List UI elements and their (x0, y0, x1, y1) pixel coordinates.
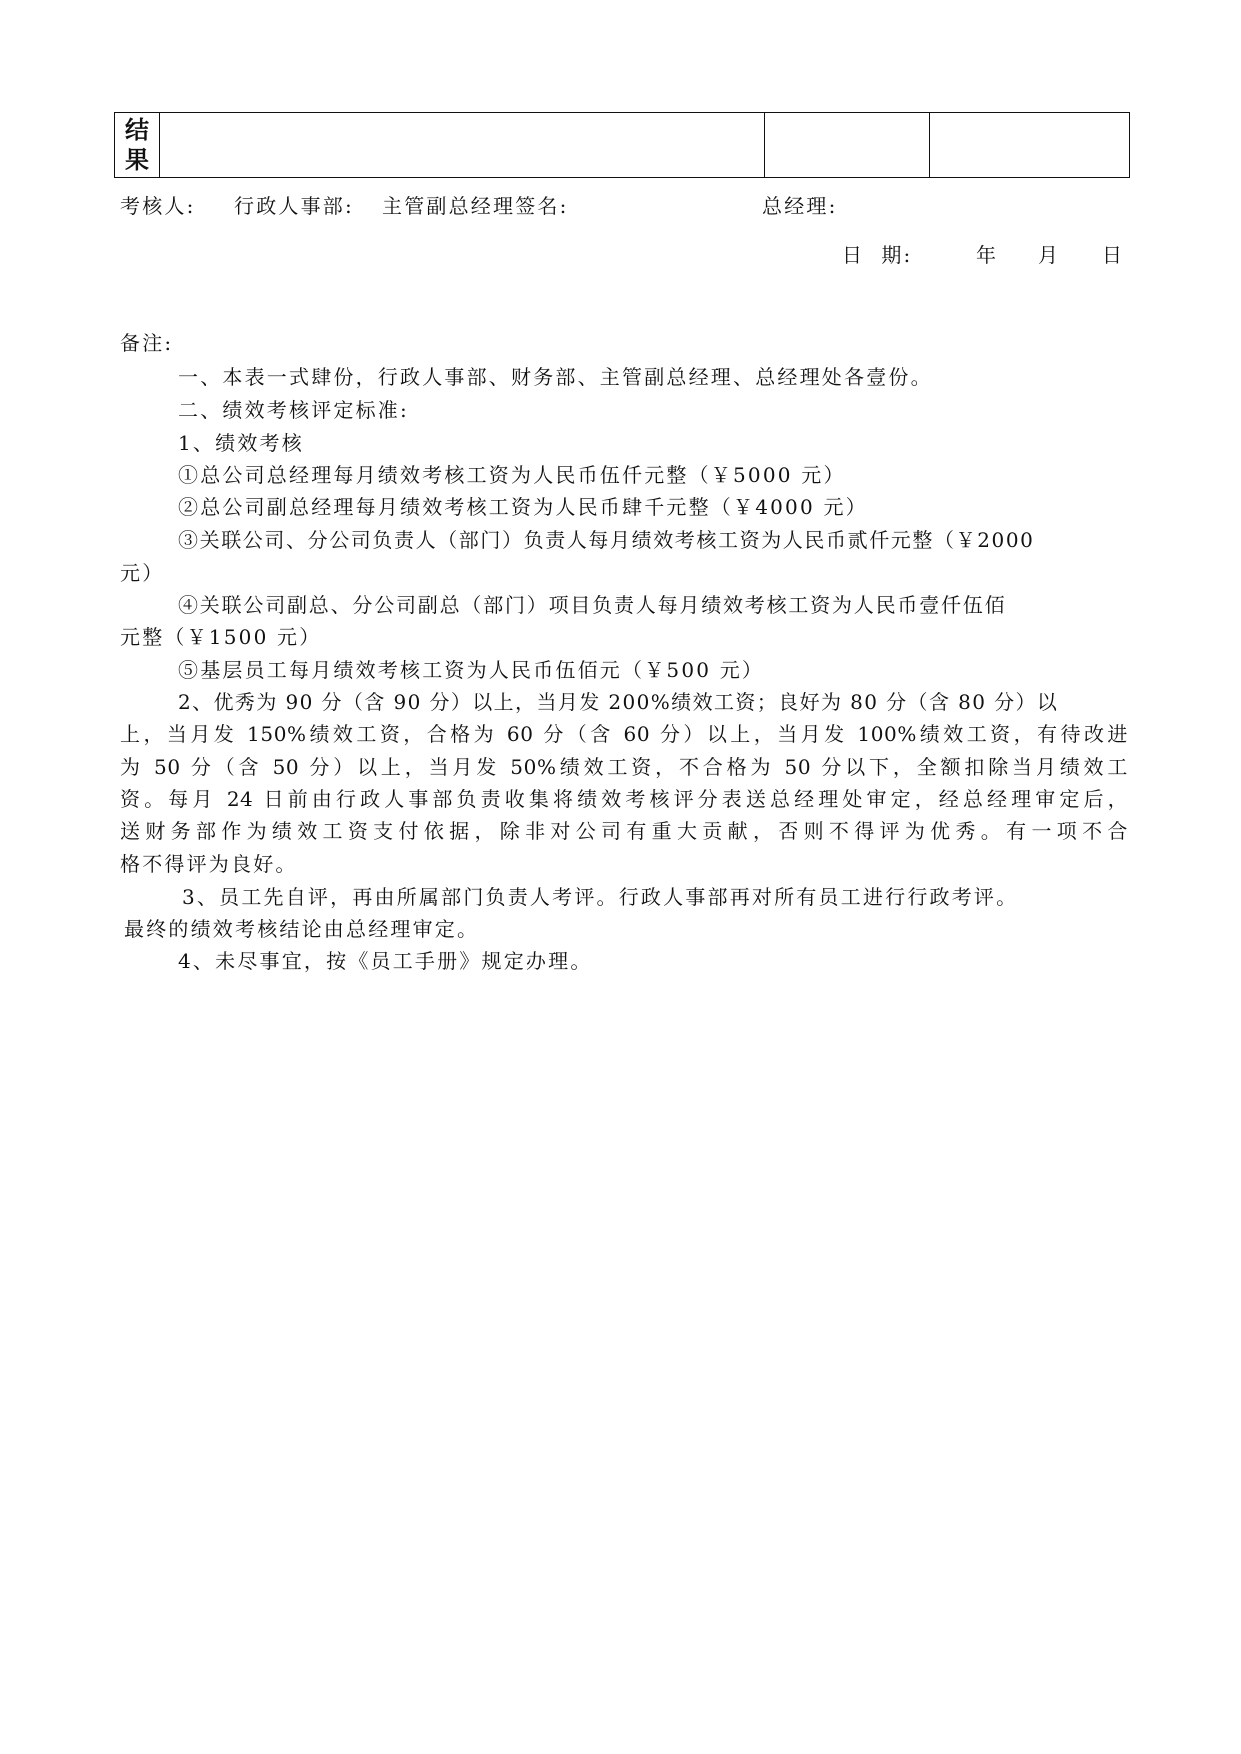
result-content-cell (160, 113, 765, 178)
note-line: 元） (120, 561, 165, 585)
assessor-label: 考核人: (120, 194, 196, 218)
note-line: 最终的绩效考核结论由总经理审定。 (124, 917, 480, 941)
result-table (114, 112, 1130, 178)
date-month: 月 (1038, 243, 1061, 267)
hr-dept-label: 行政人事部: (234, 194, 354, 218)
result-remark-cell (930, 113, 1130, 178)
note-line: 资。每月 24 日前由行政人事部负责收集将绩效考核评分表送总经理处审定，经总经理审定后， (120, 787, 1128, 811)
note-line: 元整（￥1500 元） (120, 625, 322, 649)
note-line: 3、员工先自评，再由所属部门负责人考评。行政人事部再对所有员工进行行政考评。 (182, 885, 1019, 909)
note-line: ④关联公司副总、分公司副总（部门）项目负责人每月绩效考核工资为人民币壹仟伍佰 (178, 593, 1007, 617)
note-line: 二、绩效考核评定标准: (178, 398, 409, 422)
result-label-char-2: 果 (125, 146, 149, 174)
note-line: 2、优秀为 90 分（含 90 分）以上，当月发 200%绩效工资；良好为 80 分（含 80 分）以 (178, 690, 1059, 714)
note-line: 送财务部作为绩效工资支付依据，除非对公司有重大贡献，否则不得评为优秀。有一项不合 (120, 819, 1128, 843)
date-label: 日 期: (842, 243, 913, 267)
note-line: 格不得评为良好。 (120, 852, 298, 876)
note-line: 上，当月发 150%绩效工资，合格为 60 分（含 60 分）以上，当月发 100%绩效工资，有待改进 (120, 722, 1128, 746)
notes-heading: 备注: (120, 331, 174, 355)
note-line: ⑤基层员工每月绩效考核工资为人民币伍佰元（￥500 元） (178, 658, 765, 682)
date-day: 日 (1102, 243, 1125, 267)
note-line: ③关联公司、分公司负责人（部门）负责人每月绩效考核工资为人民币贰仟元整（￥2000 (178, 528, 1035, 552)
gm-signature-label: 总经理: (762, 194, 838, 218)
deputy-gm-signature-label: 主管副总经理签名: (382, 194, 569, 218)
note-line: ①总公司总经理每月绩效考核工资为人民币伍仟元整（￥5000 元） (178, 463, 846, 487)
date-year: 年 (976, 243, 999, 267)
note-line: 为 50 分（含 50 分）以上，当月发 50%绩效工资，不合格为 50 分以下，全额扣除当月绩效工 (120, 755, 1128, 779)
note-line: 4、未尽事宜，按《员工手册》规定办理。 (178, 949, 593, 973)
result-label-cell (115, 113, 160, 178)
note-line: ②总公司副总经理每月绩效考核工资为人民币肆千元整（￥4000 元） (178, 495, 868, 519)
result-score-cell (765, 113, 930, 178)
note-line: 1、绩效考核 (178, 431, 304, 455)
note-line: 一、本表一式肆份，行政人事部、财务部、主管副总经理、总经理处各壹份。 (178, 365, 933, 389)
result-label-char-1: 结 (125, 116, 149, 144)
